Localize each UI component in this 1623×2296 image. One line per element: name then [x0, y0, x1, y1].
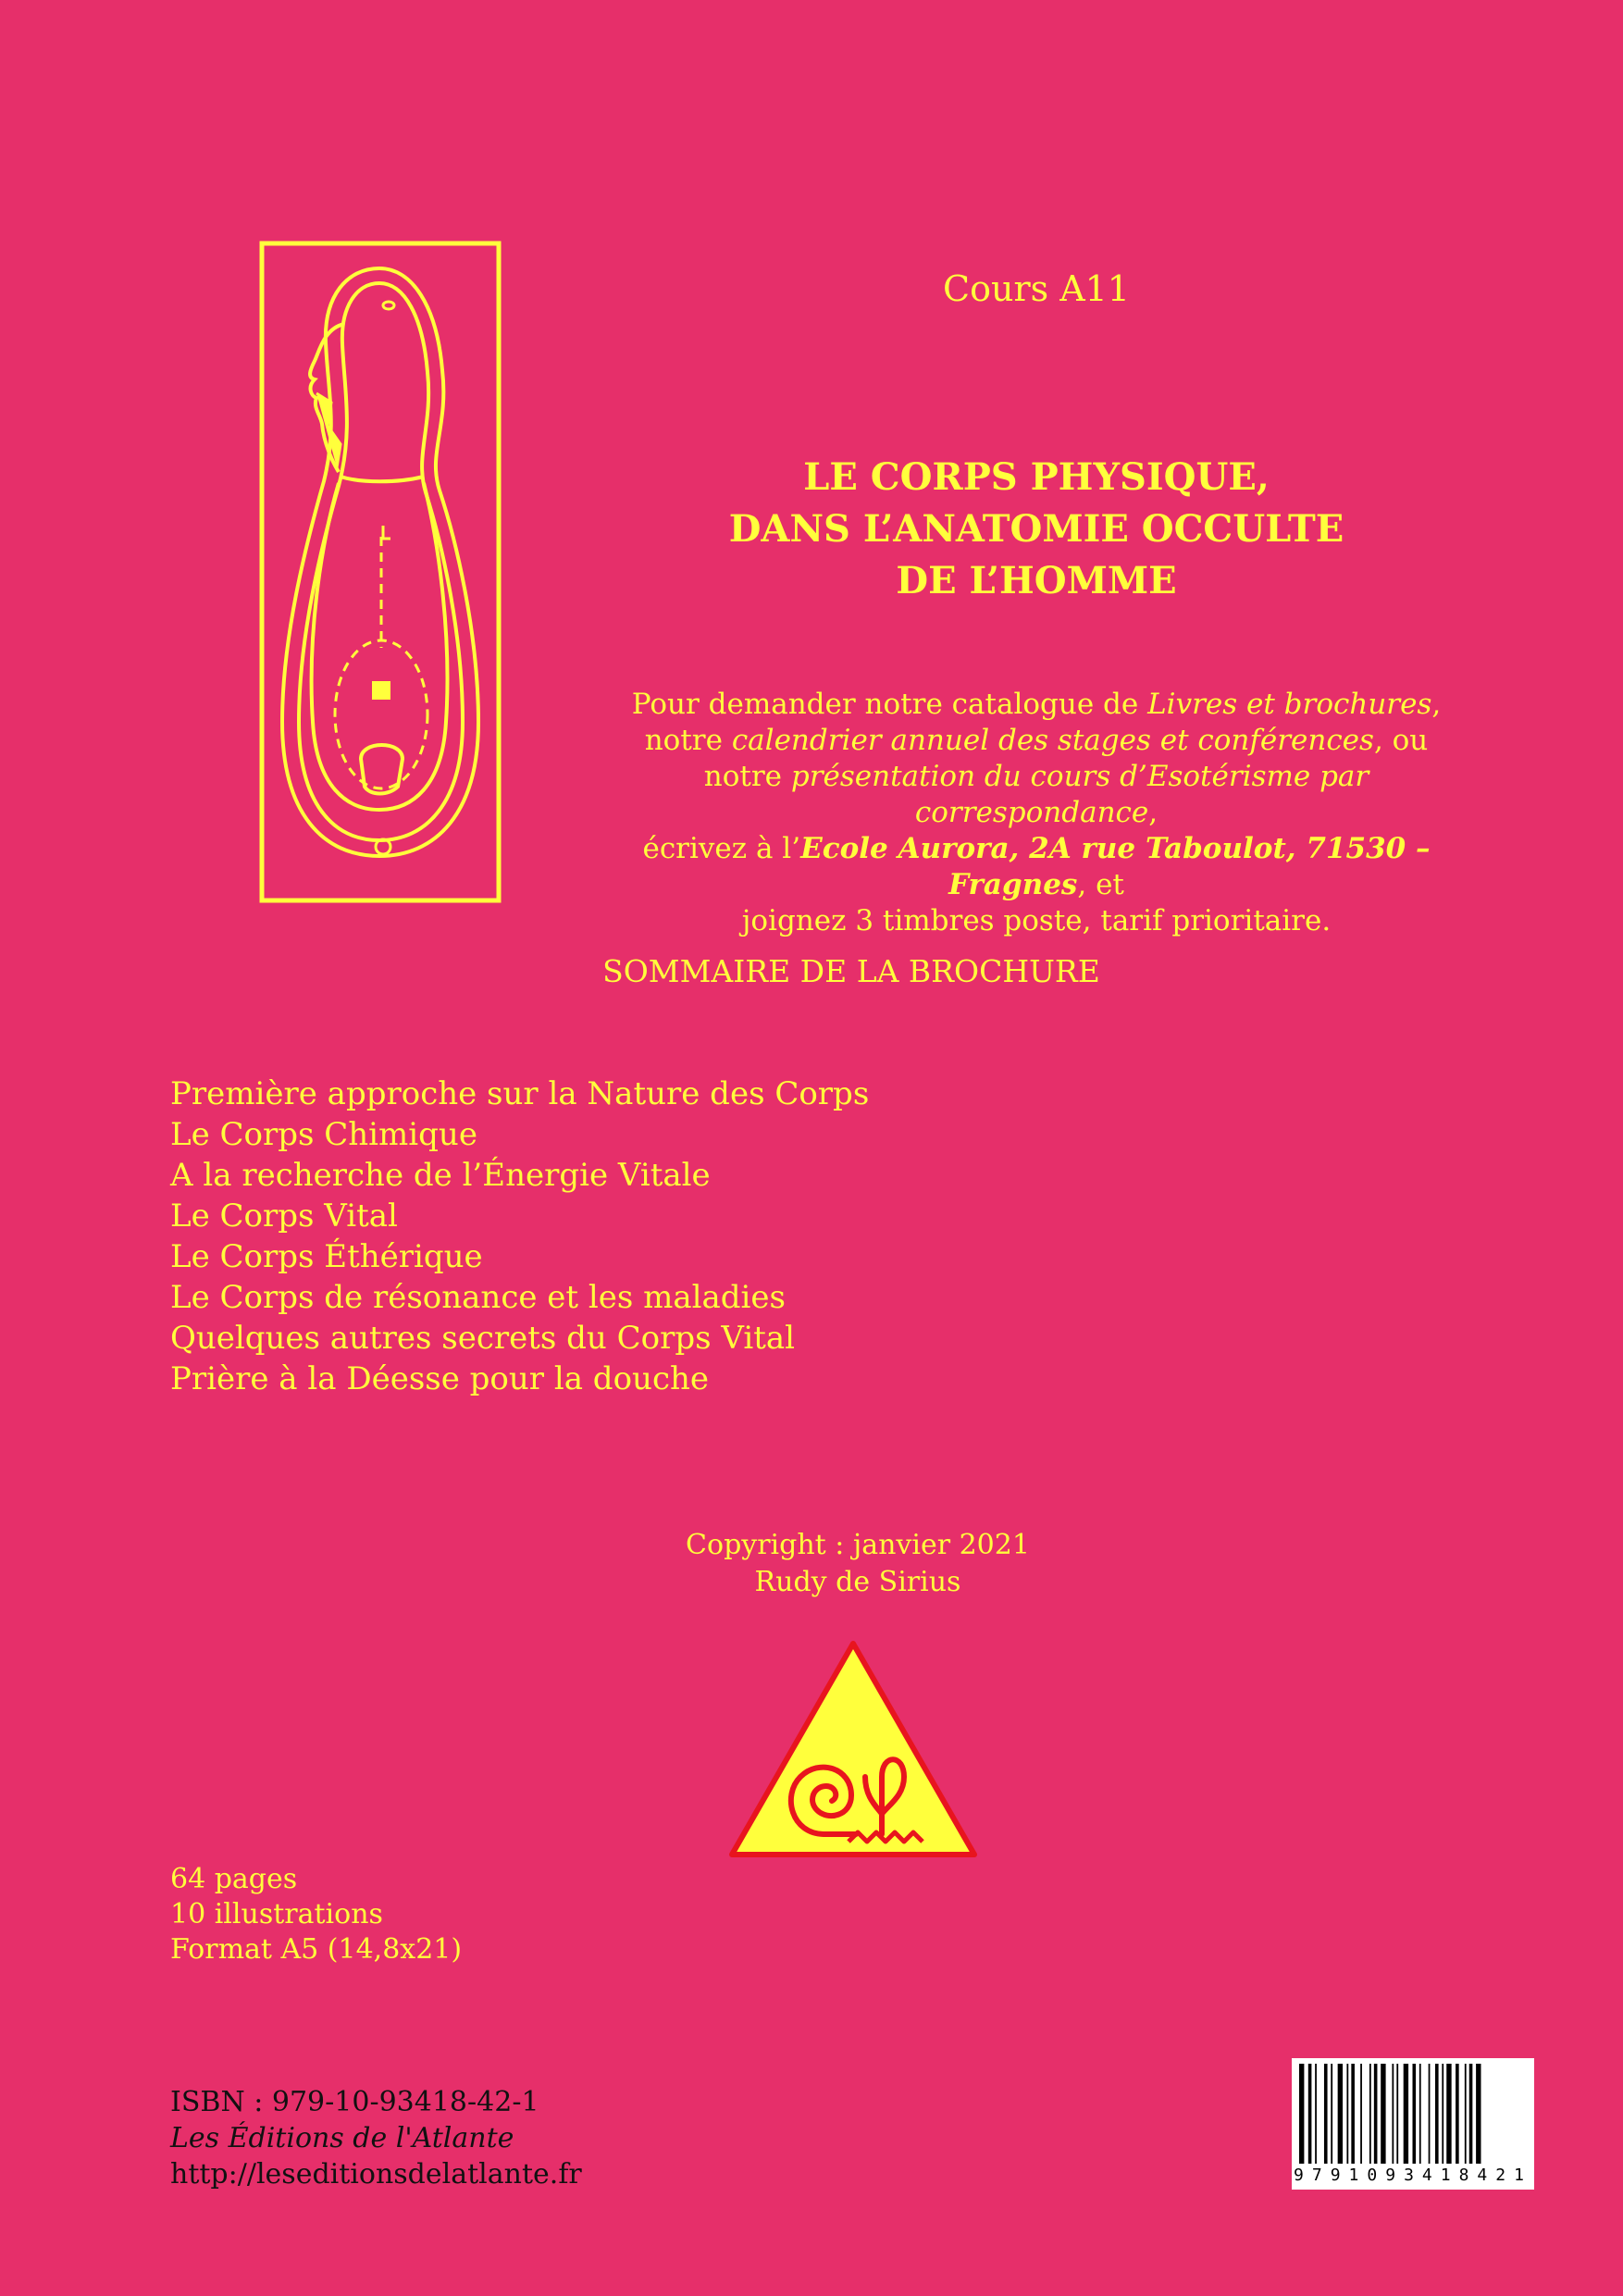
barcode-bar: [1324, 2064, 1328, 2164]
info-line-2: [592, 723, 1481, 759]
barcode-bar: [1381, 2064, 1385, 2164]
book-format: Format A5 (14,8x21): [170, 1933, 463, 1966]
summary-item: Le Corps Chimique: [170, 1116, 477, 1153]
info-text: , ou: [1373, 724, 1429, 757]
isbn: ISBN : 979-10-93418-42-1: [170, 2086, 539, 2118]
summary-item: Quelques autres secrets du Corps Vital: [170, 1320, 796, 1357]
page-title: [648, 452, 1425, 607]
info-text: Pour demander notre catalogue de: [631, 688, 1148, 721]
barcode-bar: [1374, 2064, 1378, 2164]
summary-heading: SOMMAIRE DE LA BROCHURE: [602, 953, 1100, 989]
barcode-bar: [1392, 2064, 1394, 2164]
summary-item: Première approche sur la Nature des Corps: [170, 1075, 870, 1112]
barcode-bar: [1456, 2064, 1459, 2164]
barcode-bar: [1446, 2064, 1451, 2164]
copyright-block: [626, 1527, 1089, 1601]
info-text: notre: [644, 724, 732, 757]
info-line-5: joignez 3 timbres poste, tarif prioritaire.: [741, 904, 1332, 937]
title-line-2: DANS L’ANATOMIE OCCULTE: [728, 507, 1344, 551]
info-emphasis: calendrier annuel des stages et conférences: [731, 724, 1374, 757]
publisher-name: Les Éditions de l'Atlante: [170, 2122, 514, 2154]
illustration-count: 10 illustrations: [170, 1898, 383, 1930]
info-line-3: [592, 759, 1481, 831]
barcode-bar: [1469, 2064, 1473, 2164]
info-emphasis: Livres et brochures: [1147, 688, 1432, 721]
summary-item: Le Corps Vital: [170, 1198, 398, 1235]
barcode-bar: [1360, 2064, 1362, 2164]
info-line-1: [592, 687, 1481, 723]
summary-item: Le Corps de résonance et les maladies: [170, 1279, 786, 1316]
title-line-1: LE CORPS PHYSIQUE,: [803, 455, 1270, 499]
barcode-bar: [1351, 2064, 1355, 2164]
occult-body-figure-icon: [259, 241, 502, 903]
publisher-url[interactable]: http://leseditionsdelatlante.fr: [170, 2158, 582, 2191]
barcode-bar: [1404, 2064, 1408, 2164]
barcode-bar: [1299, 2064, 1304, 2164]
barcode-bar: [1369, 2064, 1371, 2164]
summary-list: [170, 1074, 869, 1399]
book-specs: [170, 1862, 462, 1967]
info-text: notre: [703, 760, 791, 793]
barcode-bar: [1315, 2064, 1317, 2164]
summary-item: Le Corps Éthérique: [170, 1238, 483, 1275]
author-name: Rudy de Sirius: [754, 1566, 961, 1598]
info-text: ,: [1431, 688, 1442, 721]
catalog-request-paragraph: [592, 687, 1481, 939]
publisher-block: [170, 2084, 582, 2192]
barcode-bar: [1442, 2064, 1443, 2164]
course-code: Cours A11: [943, 268, 1130, 309]
info-text: écrivez à l’: [642, 832, 801, 865]
barcode-bar: [1308, 2064, 1312, 2164]
atlante-triangle-logo-icon: [726, 1638, 980, 1860]
info-emphasis: présentation du cours d’Esotérisme par correspondance: [790, 760, 1369, 829]
summary-item: A la recherche de l’Énergie Vitale: [170, 1157, 711, 1194]
info-text: , et: [1077, 868, 1124, 901]
barcode-bar: [1338, 2064, 1343, 2164]
page-count: 64 pages: [170, 1863, 298, 1895]
barcode-bar: [1331, 2064, 1332, 2164]
copyright-date: Copyright : janvier 2021: [686, 1529, 1030, 1561]
summary-item: Prière à la Déesse pour la douche: [170, 1360, 710, 1397]
info-line-4: [592, 831, 1481, 903]
barcode-bar: [1396, 2064, 1398, 2164]
barcode-bar: [1419, 2064, 1421, 2164]
info-text: ,: [1148, 796, 1158, 829]
barcode-bar: [1476, 2064, 1481, 2164]
barcode-digits: 9791093418421: [1294, 2166, 1532, 2185]
barcode-bar: [1413, 2064, 1417, 2164]
barcode-bar: [1429, 2064, 1431, 2164]
barcode-bar: [1346, 2064, 1348, 2164]
title-line-3: DE L’HOMME: [896, 559, 1177, 602]
barcode-bar: [1435, 2064, 1439, 2164]
barcode-bar: [1465, 2064, 1467, 2164]
school-address: Ecole Aurora, 2A rue Taboulot, 71530 – Fragnes: [800, 832, 1431, 901]
